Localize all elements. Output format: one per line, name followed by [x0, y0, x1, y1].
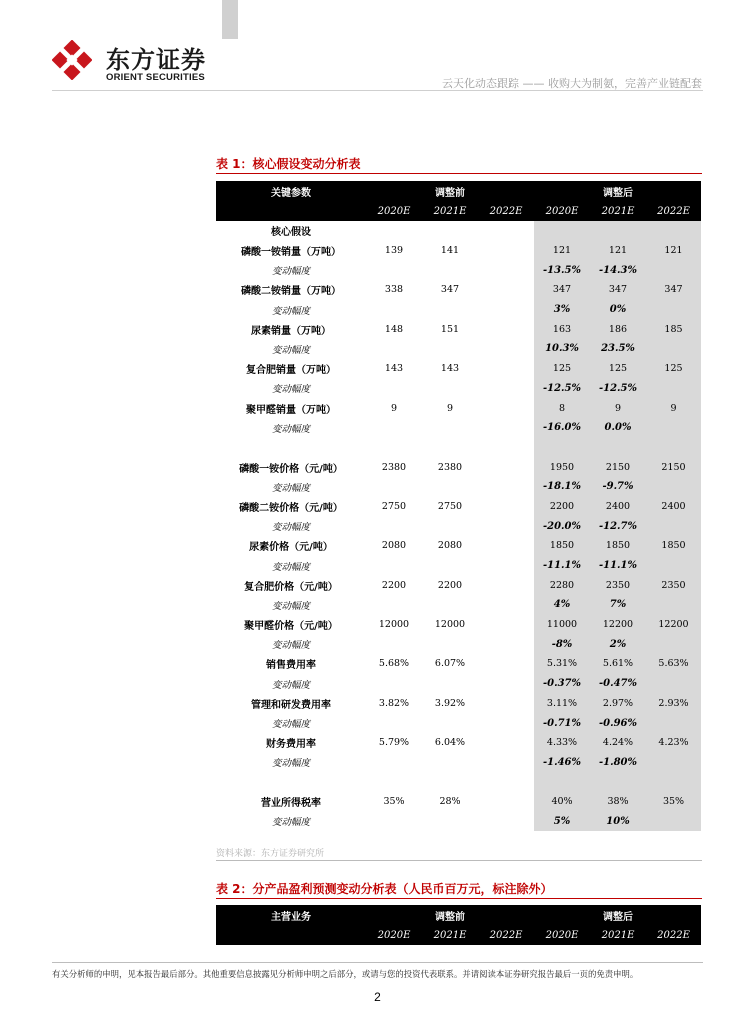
table-cell [366, 713, 422, 733]
year-header: 2021E [590, 201, 646, 221]
table-cell [646, 812, 701, 832]
table-cell [478, 654, 534, 674]
row-label [216, 772, 366, 792]
table-cell: -1.80% [590, 753, 646, 773]
change-row [216, 300, 701, 320]
year-header: 2021E [422, 201, 478, 221]
table-cell: 2.93% [646, 694, 701, 714]
table-cell: -12.5% [590, 379, 646, 399]
table-cell: 6.07% [434, 658, 466, 670]
table-cell [478, 674, 534, 694]
table-cell [646, 516, 701, 536]
table-cell: 125 [646, 359, 701, 379]
table-cell: 121 [646, 241, 701, 261]
table-cell [478, 241, 534, 261]
table-cell [366, 477, 422, 497]
table-cell [422, 634, 478, 654]
year-header: 2022E [646, 201, 701, 221]
table1-after-header: 调整后 [590, 181, 646, 201]
table-cell [646, 753, 701, 773]
table-cell [422, 753, 478, 773]
table-cell: 1850 [534, 536, 590, 556]
change-row [216, 556, 701, 576]
table-row [216, 615, 701, 635]
table-cell: 2750 [437, 500, 463, 512]
spacer-row [216, 772, 701, 792]
table-cell: 2380 [437, 461, 463, 473]
table-cell [478, 694, 534, 714]
profit-forecast-table [216, 905, 701, 945]
row-label: 磷酸一铵价格（元/吨） [239, 463, 343, 475]
change-row [216, 674, 701, 694]
table-cell [366, 300, 422, 320]
row-label: 复合肥价格（元/吨） [244, 581, 338, 593]
table-cell: 10.3% [534, 339, 590, 359]
table-cell [366, 634, 422, 654]
table-cell: 3.92% [434, 697, 466, 709]
table-cell: 2380 [381, 461, 407, 473]
table-cell [422, 556, 478, 576]
table-cell [590, 438, 646, 458]
change-row [216, 418, 701, 438]
row-label: 营业所得税率 [261, 798, 321, 810]
table-cell [478, 516, 534, 536]
table-cell [366, 438, 422, 458]
table-row [216, 241, 701, 261]
table-cell [478, 457, 534, 477]
row-label: 变动幅度 [271, 266, 310, 278]
table-cell: 347 [534, 280, 590, 300]
table-cell: 9 [446, 402, 454, 414]
table-cell: 7% [590, 595, 646, 615]
table-cell: 38% [590, 792, 646, 812]
table-cell: 3.11% [534, 694, 590, 714]
table-cell [478, 319, 534, 339]
table-cell: 3% [534, 300, 590, 320]
table-cell [478, 772, 534, 792]
row-label: 复合肥销量（万吨） [246, 365, 336, 377]
table-cell [422, 595, 478, 615]
table2-caption: 表 2：分产品盈利预测变动分析表（人民币百万元，标注除外） [216, 882, 553, 896]
footer-disclaimer: 有关分析师的申明，见本报告最后部分。其他重要信息披露见分析师申明之后部分，或请与您的投资代表联系。并请阅读本证券研究报告最后一页的免责申明。 [52, 969, 639, 979]
year-header: 2020E [534, 925, 590, 945]
table-cell: 5.68% [378, 658, 410, 670]
table-row [216, 221, 701, 241]
spacer-row [216, 438, 701, 458]
table-cell [646, 772, 701, 792]
row-label: 尿素价格（元/吨） [249, 542, 333, 554]
row-label: 尿素销量（万吨） [251, 325, 331, 337]
table-cell: 338 [384, 284, 404, 296]
table1-caption: 表 1：核心假设变动分析表 [216, 157, 361, 171]
table-row [216, 694, 701, 714]
table1-key-header: 关键参数 [216, 181, 366, 201]
table-cell: 5.61% [590, 654, 646, 674]
change-row [216, 339, 701, 359]
source-note: 资料来源：东方证券研究所 [216, 849, 325, 859]
table-cell: 35% [383, 796, 405, 808]
table-cell: 2.97% [590, 694, 646, 714]
header-divider [52, 90, 703, 91]
table-cell: 2400 [646, 497, 701, 517]
table-cell: 347 [646, 280, 701, 300]
year-header: 2021E [590, 925, 646, 945]
row-label: 变动幅度 [271, 679, 310, 691]
table1-header-row [216, 181, 701, 201]
change-row [216, 516, 701, 536]
row-label: 变动幅度 [271, 384, 310, 396]
table-cell: -9.7% [590, 477, 646, 497]
table-row [216, 733, 701, 753]
table2-after-header: 调整后 [590, 905, 646, 925]
table-cell: 12200 [590, 615, 646, 635]
table-cell [422, 772, 478, 792]
table-cell [646, 713, 701, 733]
table-cell [422, 221, 478, 241]
change-row [216, 595, 701, 615]
table1-year-row [216, 201, 701, 221]
table-cell [422, 674, 478, 694]
table-cell: 12200 [646, 615, 701, 635]
table-cell: 8 [534, 398, 590, 418]
table-cell [478, 221, 534, 241]
table1-before-header: 调整前 [422, 181, 478, 201]
table-cell [366, 418, 422, 438]
table-cell [478, 359, 534, 379]
orient-securities-logo-icon [52, 40, 92, 80]
table-cell: -14.3% [590, 260, 646, 280]
table-cell [478, 733, 534, 753]
table-cell [646, 438, 701, 458]
table-cell: 23.5% [590, 339, 646, 359]
table-cell [646, 418, 701, 438]
table-cell [366, 753, 422, 773]
table-cell [478, 300, 534, 320]
table-cell: 11000 [534, 615, 590, 635]
year-header: 2022E [478, 925, 534, 945]
table-cell [646, 595, 701, 615]
row-label: 变动幅度 [271, 719, 310, 731]
change-row [216, 477, 701, 497]
table-cell [478, 379, 534, 399]
table-cell [534, 221, 590, 241]
table-cell: -13.5% [534, 260, 590, 280]
table-cell [478, 536, 534, 556]
table2-header-row [216, 905, 701, 925]
table-cell [366, 556, 422, 576]
table-cell: -12.7% [590, 516, 646, 536]
year-header: 2020E [534, 201, 590, 221]
table-row [216, 280, 701, 300]
year-header: 2022E [478, 201, 534, 221]
table-cell [590, 221, 646, 241]
table-cell: 4% [534, 595, 590, 615]
table-cell: 141 [440, 245, 460, 257]
row-label [216, 438, 366, 458]
table-cell: 2200 [381, 579, 407, 591]
table-cell: 12000 [434, 619, 466, 631]
table-cell: 163 [534, 319, 590, 339]
top-bar [222, 0, 238, 39]
table-cell: -0.47% [590, 674, 646, 694]
table-cell [422, 516, 478, 536]
row-label: 变动幅度 [271, 561, 310, 573]
table2-key-header: 主营业务 [216, 905, 366, 925]
table-cell [590, 772, 646, 792]
table-cell: 186 [590, 319, 646, 339]
table-cell: 5.31% [534, 654, 590, 674]
year-header: 2020E [366, 925, 422, 945]
table-cell: -16.0% [534, 418, 590, 438]
table-cell [422, 339, 478, 359]
table-cell [646, 379, 701, 399]
table2-caption-rule [216, 898, 702, 899]
table-cell [478, 615, 534, 635]
table-cell [422, 438, 478, 458]
row-label: 磷酸一铵销量（万吨） [241, 247, 341, 259]
row-label: 磷酸二铵销量（万吨） [241, 286, 341, 298]
table-cell: 2350 [590, 575, 646, 595]
table-cell: -0.71% [534, 713, 590, 733]
table2-before-header: 调整前 [422, 905, 478, 925]
table-cell [478, 339, 534, 359]
table-cell [422, 713, 478, 733]
row-label: 管理和研发费用率 [251, 699, 331, 711]
table-cell: 148 [384, 323, 404, 335]
table-cell: 1850 [590, 536, 646, 556]
table-cell: 125 [534, 359, 590, 379]
table-cell [478, 713, 534, 733]
table-cell [478, 812, 534, 832]
table-cell [534, 438, 590, 458]
table-cell: 12000 [378, 619, 410, 631]
change-row [216, 379, 701, 399]
row-label: 变动幅度 [271, 423, 310, 435]
footer-divider [52, 962, 703, 963]
table-cell: 4.23% [646, 733, 701, 753]
table-cell [646, 674, 701, 694]
row-label: 变动幅度 [271, 482, 310, 494]
row-label: 磷酸二铵价格（元/吨） [239, 502, 343, 514]
table-cell: 185 [646, 319, 701, 339]
table-cell [534, 772, 590, 792]
table-cell [646, 260, 701, 280]
table-cell [366, 339, 422, 359]
year-header: 2021E [422, 925, 478, 945]
table-cell: 1950 [534, 457, 590, 477]
table-cell [646, 221, 701, 241]
table-cell: -11.1% [590, 556, 646, 576]
table-cell: -0.37% [534, 674, 590, 694]
change-row [216, 812, 701, 832]
assumption-table [216, 181, 701, 831]
table2-year-row [216, 925, 701, 945]
table-cell [422, 300, 478, 320]
table-row [216, 575, 701, 595]
table-cell: 5.63% [646, 654, 701, 674]
table-cell: 143 [384, 363, 404, 375]
logo-english-name: ORIENT SECURITIES [106, 72, 205, 83]
table-cell [646, 300, 701, 320]
table-cell: 10% [590, 812, 646, 832]
table-cell [478, 753, 534, 773]
table-cell: 40% [534, 792, 590, 812]
table-cell: 5% [534, 812, 590, 832]
table-cell: 347 [590, 280, 646, 300]
report-subtitle: 云天化动态跟踪 —— 收购大为制氨，完善产业链配套 [442, 77, 702, 90]
row-label: 聚甲醛价格（元/吨） [244, 621, 338, 633]
table-cell: 2280 [534, 575, 590, 595]
table-cell: 2200 [437, 579, 463, 591]
table-cell: 5.79% [378, 737, 410, 749]
logo-chinese-name: 东方证券 [106, 46, 206, 74]
table-cell: 2% [590, 634, 646, 654]
source-divider [216, 860, 702, 861]
table-cell: -1.46% [534, 753, 590, 773]
table-cell [366, 595, 422, 615]
row-label: 变动幅度 [271, 600, 310, 612]
row-label: 变动幅度 [271, 758, 310, 770]
table-cell [478, 792, 534, 812]
change-row [216, 753, 701, 773]
table1-caption-rule [216, 173, 702, 174]
change-row [216, 634, 701, 654]
table-row [216, 792, 701, 812]
row-label: 财务费用率 [266, 739, 316, 751]
table-cell: 28% [439, 796, 461, 808]
table-cell: -20.0% [534, 516, 590, 536]
table-cell [366, 221, 422, 241]
page-number: 2 [374, 990, 381, 1004]
table-row [216, 457, 701, 477]
table-row [216, 398, 701, 418]
table-cell: 9 [646, 398, 701, 418]
row-label: 变动幅度 [271, 305, 310, 317]
row-label: 变动幅度 [271, 344, 310, 356]
table-cell [478, 575, 534, 595]
table-cell: 35% [646, 792, 701, 812]
table-cell [646, 556, 701, 576]
table-cell [366, 516, 422, 536]
table-cell: 2080 [381, 540, 407, 552]
table-cell: 2150 [646, 457, 701, 477]
row-label: 变动幅度 [271, 522, 310, 534]
table-cell: 3.82% [378, 697, 410, 709]
table-cell [478, 595, 534, 615]
table-cell: 139 [384, 245, 404, 257]
table-cell [478, 398, 534, 418]
table-row [216, 497, 701, 517]
row-label: 核心假设 [271, 227, 311, 239]
year-header: 2020E [366, 201, 422, 221]
table-cell [366, 674, 422, 694]
table-cell [478, 438, 534, 458]
table-cell [478, 634, 534, 654]
table-row [216, 536, 701, 556]
table-cell: 6.04% [434, 737, 466, 749]
table-cell [366, 379, 422, 399]
table-cell [422, 418, 478, 438]
change-row [216, 260, 701, 280]
table-cell: 143 [440, 363, 460, 375]
table-row [216, 319, 701, 339]
table-cell [478, 497, 534, 517]
table-cell: 2750 [381, 500, 407, 512]
table-cell [422, 812, 478, 832]
table-cell: 0% [590, 300, 646, 320]
table-cell [646, 339, 701, 359]
table-cell: 2350 [646, 575, 701, 595]
table-cell: -12.5% [534, 379, 590, 399]
table-cell: 151 [440, 323, 460, 335]
change-row [216, 713, 701, 733]
row-label: 聚甲醛销量（万吨） [246, 404, 336, 416]
table-cell [478, 280, 534, 300]
table-cell: 121 [590, 241, 646, 261]
table-cell: 347 [440, 284, 460, 296]
table-cell: 125 [590, 359, 646, 379]
table-cell [478, 556, 534, 576]
table-cell [366, 772, 422, 792]
row-label: 变动幅度 [271, 817, 310, 829]
table-cell: 2400 [590, 497, 646, 517]
table-cell [366, 260, 422, 280]
table-cell: -18.1% [534, 477, 590, 497]
table-cell: 4.24% [590, 733, 646, 753]
table-cell: 121 [534, 241, 590, 261]
row-label: 销售费用率 [266, 660, 316, 672]
table-cell [422, 260, 478, 280]
table-cell: 2200 [534, 497, 590, 517]
table-cell: -0.96% [590, 713, 646, 733]
table-cell: 9 [590, 398, 646, 418]
row-label: 变动幅度 [271, 640, 310, 652]
table-cell [478, 418, 534, 438]
table-cell [646, 634, 701, 654]
table-cell: 1850 [646, 536, 701, 556]
table-cell: 9 [390, 402, 398, 414]
table-cell: -8% [534, 634, 590, 654]
table-cell: 2080 [437, 540, 463, 552]
table-cell: 0.0% [590, 418, 646, 438]
table-cell [422, 477, 478, 497]
table-cell: -11.1% [534, 556, 590, 576]
table-cell [422, 379, 478, 399]
table-row [216, 654, 701, 674]
table-cell: 2150 [590, 457, 646, 477]
table-cell [478, 260, 534, 280]
year-header: 2022E [646, 925, 701, 945]
table-cell [646, 477, 701, 497]
table-cell: 4.33% [534, 733, 590, 753]
table-cell [366, 812, 422, 832]
table-row [216, 359, 701, 379]
table-cell [478, 477, 534, 497]
